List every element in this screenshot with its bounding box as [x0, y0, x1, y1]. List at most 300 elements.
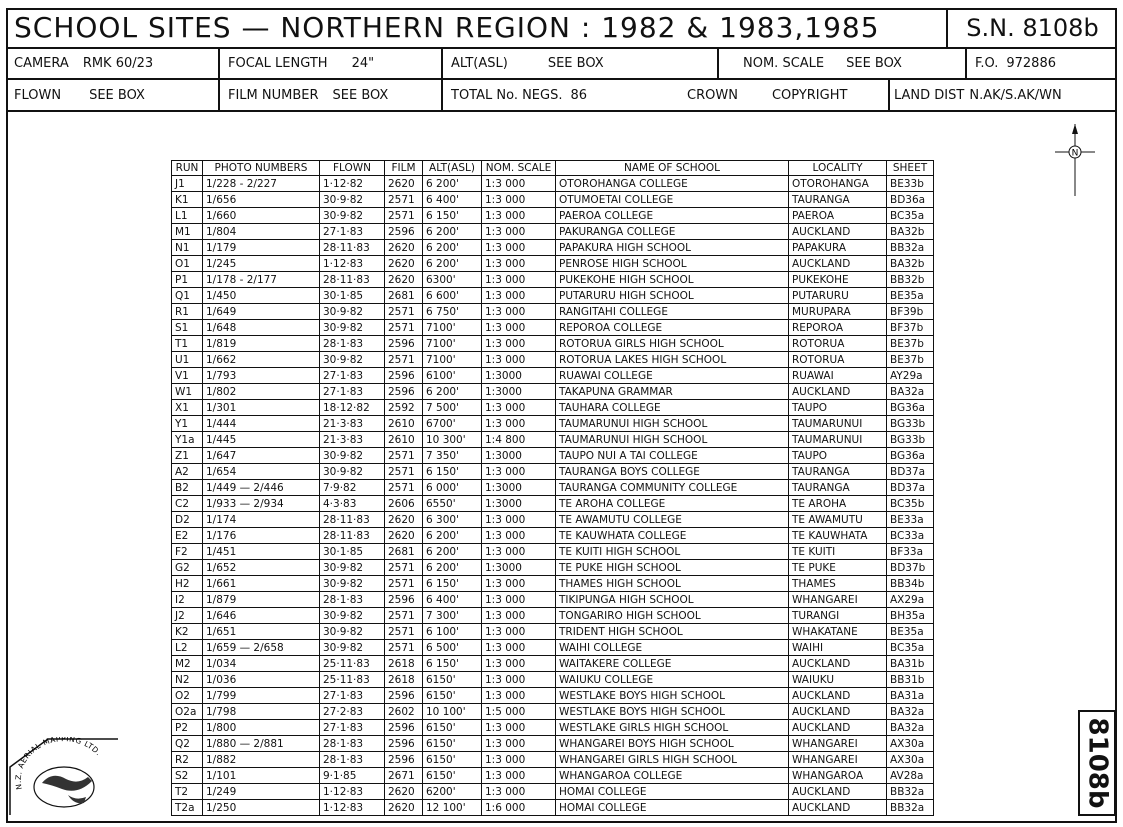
- cell-flown: 30·9·82: [320, 304, 385, 320]
- cell-school-name: WAIUKU COLLEGE: [556, 672, 789, 688]
- cell-sheet: BB31b: [887, 672, 934, 688]
- table-row: [172, 560, 934, 576]
- table-row: [172, 304, 934, 320]
- cell-school-name: WESTLAKE BOYS HIGH SCHOOL: [556, 704, 789, 720]
- table-row: [172, 272, 934, 288]
- film-number-value: SEE BOX: [332, 87, 389, 103]
- cell-flown: 30·9·82: [320, 624, 385, 640]
- cell-film: 2571: [385, 448, 423, 464]
- side-sheet-number-box: [1078, 710, 1116, 816]
- cell-nom-scale: 1:3 000: [482, 624, 556, 640]
- cell-flown: 28·1·83: [320, 592, 385, 608]
- total-negs-cell: [443, 80, 890, 110]
- cell-nom-scale: 1:3 000: [482, 192, 556, 208]
- cell-film: 2620: [385, 528, 423, 544]
- cell-run: F2: [172, 544, 203, 560]
- cell-school-name: PAKURANGA COLLEGE: [556, 224, 789, 240]
- col-altitude: ALT(ASL): [423, 161, 482, 176]
- cell-nom-scale: 1:5 000: [482, 704, 556, 720]
- cell-altitude: 6150': [423, 688, 482, 704]
- focal-length-cell: [220, 49, 443, 78]
- cell-flown: 21·3·83: [320, 432, 385, 448]
- cell-nom-scale: 1:3 000: [482, 288, 556, 304]
- cell-nom-scale: 1:3 000: [482, 336, 556, 352]
- cell-photo-numbers: 1/802: [203, 384, 320, 400]
- cell-flown: 1·12·83: [320, 256, 385, 272]
- cell-sheet: BE33a: [887, 512, 934, 528]
- cell-run: K2: [172, 624, 203, 640]
- table-row: [172, 624, 934, 640]
- table-row: [172, 432, 934, 448]
- table-row: [172, 400, 934, 416]
- cell-run: T2a: [172, 800, 203, 816]
- cell-film: 2620: [385, 240, 423, 256]
- cell-film: 2602: [385, 704, 423, 720]
- cell-altitude: 6 500': [423, 640, 482, 656]
- cell-photo-numbers: 1/651: [203, 624, 320, 640]
- cell-photo-numbers: 1/249: [203, 784, 320, 800]
- cell-run: V1: [172, 368, 203, 384]
- flown-value: SEE BOX: [89, 87, 145, 103]
- table-row: [172, 288, 934, 304]
- cell-flown: 30·9·82: [320, 448, 385, 464]
- cell-sheet: BE35a: [887, 624, 934, 640]
- cell-nom-scale: 1:3 000: [482, 688, 556, 704]
- cell-photo-numbers: 1/445: [203, 432, 320, 448]
- cell-film: 2620: [385, 784, 423, 800]
- cell-nom-scale: 1:3 000: [482, 256, 556, 272]
- cell-locality: THAMES: [789, 576, 887, 592]
- cell-altitude: 6 200': [423, 560, 482, 576]
- cell-photo-numbers: 1/176: [203, 528, 320, 544]
- cell-run: L1: [172, 208, 203, 224]
- cell-film: 2610: [385, 416, 423, 432]
- cell-photo-numbers: 1/880 — 2/881: [203, 736, 320, 752]
- total-negs-label: TOTAL No. NEGS.: [451, 87, 563, 103]
- cell-sheet: BF33a: [887, 544, 934, 560]
- table-row: [172, 704, 934, 720]
- cell-altitude: 6 150': [423, 464, 482, 480]
- cell-sheet: AX30a: [887, 752, 934, 768]
- cell-sheet: BB34b: [887, 576, 934, 592]
- land-district-value: N.AK/S.AK/WN: [969, 87, 1062, 103]
- cell-photo-numbers: 1/178 - 2/177: [203, 272, 320, 288]
- cell-film: 2596: [385, 224, 423, 240]
- cell-sheet: BH35a: [887, 608, 934, 624]
- sheet-title: SCHOOL SITES — NORTHERN REGION : 1982 & 1983,1985: [6, 8, 948, 47]
- cell-nom-scale: 1:3000: [482, 368, 556, 384]
- cell-flown: 27·2·83: [320, 704, 385, 720]
- cell-film: 2571: [385, 208, 423, 224]
- cell-run: H2: [172, 576, 203, 592]
- cell-locality: AUCKLAND: [789, 384, 887, 400]
- cell-school-name: REPOROA COLLEGE: [556, 320, 789, 336]
- cell-flown: 30·1·85: [320, 288, 385, 304]
- cell-locality: REPOROA: [789, 320, 887, 336]
- cell-locality: TE KUITI: [789, 544, 887, 560]
- table-row: [172, 800, 934, 816]
- cell-photo-numbers: 1/819: [203, 336, 320, 352]
- cell-school-name: TAURANGA COMMUNITY COLLEGE: [556, 480, 789, 496]
- cell-school-name: WHANGAREI BOYS HIGH SCHOOL: [556, 736, 789, 752]
- cell-altitude: 6150': [423, 672, 482, 688]
- cell-sheet: BA31b: [887, 656, 934, 672]
- cell-sheet: BC35a: [887, 640, 934, 656]
- cell-film: 2596: [385, 368, 423, 384]
- cell-altitude: 6700': [423, 416, 482, 432]
- school-sites-table: [171, 160, 934, 816]
- cell-run: N1: [172, 240, 203, 256]
- cell-nom-scale: 1:3 000: [482, 416, 556, 432]
- cell-locality: AUCKLAND: [789, 800, 887, 816]
- cell-sheet: AX29a: [887, 592, 934, 608]
- cell-film: 2671: [385, 768, 423, 784]
- cell-altitude: 6 400': [423, 592, 482, 608]
- col-school-name: NAME OF SCHOOL: [556, 161, 789, 176]
- cell-altitude: 6 200': [423, 176, 482, 192]
- cell-school-name: TE AROHA COLLEGE: [556, 496, 789, 512]
- cell-photo-numbers: 1/662: [203, 352, 320, 368]
- cell-run: X1: [172, 400, 203, 416]
- land-district-label: LAND DIST: [894, 87, 965, 103]
- cell-locality: TE PUKE: [789, 560, 887, 576]
- cell-locality: ROTORUA: [789, 336, 887, 352]
- cell-altitude: 6 200': [423, 240, 482, 256]
- table-row: [172, 256, 934, 272]
- cell-sheet: BG33b: [887, 416, 934, 432]
- cell-photo-numbers: 1/250: [203, 800, 320, 816]
- cell-altitude: 6 200': [423, 544, 482, 560]
- cell-school-name: WHANGAROA COLLEGE: [556, 768, 789, 784]
- cell-run: C2: [172, 496, 203, 512]
- table-row: [172, 768, 934, 784]
- cell-photo-numbers: 1/647: [203, 448, 320, 464]
- cell-photo-numbers: 1/245: [203, 256, 320, 272]
- fo-cell: [967, 49, 1117, 78]
- table-row: [172, 512, 934, 528]
- table-row: [172, 320, 934, 336]
- table-row: [172, 784, 934, 800]
- cell-run: O1: [172, 256, 203, 272]
- cell-film: 2596: [385, 384, 423, 400]
- cell-nom-scale: 1:3 000: [482, 320, 556, 336]
- total-negs-value: 86: [570, 87, 588, 103]
- cell-altitude: 6 150': [423, 576, 482, 592]
- cell-film: 2571: [385, 480, 423, 496]
- cell-run: N2: [172, 672, 203, 688]
- cell-flown: 28·1·83: [320, 336, 385, 352]
- cell-film: 2571: [385, 464, 423, 480]
- cell-locality: TURANGI: [789, 608, 887, 624]
- cell-locality: TE AROHA: [789, 496, 887, 512]
- cell-photo-numbers: 1/648: [203, 320, 320, 336]
- cell-locality: TE KAUWHATA: [789, 528, 887, 544]
- cell-altitude: 6 150': [423, 208, 482, 224]
- cell-flown: 27·1·83: [320, 368, 385, 384]
- cell-run: M1: [172, 224, 203, 240]
- cell-sheet: AV28a: [887, 768, 934, 784]
- cell-school-name: WAIHI COLLEGE: [556, 640, 789, 656]
- cell-school-name: PENROSE HIGH SCHOOL: [556, 256, 789, 272]
- cell-film: 2596: [385, 720, 423, 736]
- aerial-mapping-logo-icon: [8, 737, 118, 815]
- cell-locality: TAUPO: [789, 448, 887, 464]
- cell-nom-scale: 1:3000: [482, 480, 556, 496]
- logo-text: N.Z. AERIAL MAPPING LTD.: [13, 737, 104, 791]
- land-district-cell: [890, 80, 1117, 110]
- cell-locality: RUAWAI: [789, 368, 887, 384]
- cell-flown: 30·9·82: [320, 192, 385, 208]
- cell-locality: WAIHI: [789, 640, 887, 656]
- col-photo-numbers: PHOTO NUMBERS: [203, 161, 320, 176]
- cell-photo-numbers: 1/646: [203, 608, 320, 624]
- cell-school-name: TRIDENT HIGH SCHOOL: [556, 624, 789, 640]
- cell-nom-scale: 1:3 000: [482, 576, 556, 592]
- cell-school-name: TAUPO NUI A TAI COLLEGE: [556, 448, 789, 464]
- cell-locality: TAURANGA: [789, 192, 887, 208]
- table-row: [172, 352, 934, 368]
- cell-flown: 30·9·82: [320, 608, 385, 624]
- cell-nom-scale: 1:3 000: [482, 224, 556, 240]
- cell-nom-scale: 1:3 000: [482, 176, 556, 192]
- table-row: [172, 752, 934, 768]
- cell-school-name: TAUMARUNUI HIGH SCHOOL: [556, 416, 789, 432]
- cell-flown: 1·12·83: [320, 800, 385, 816]
- cell-altitude: 10 300': [423, 432, 482, 448]
- cell-sheet: BD37b: [887, 560, 934, 576]
- cell-film: 2571: [385, 304, 423, 320]
- cell-flown: 4·3·83: [320, 496, 385, 512]
- cell-school-name: WESTLAKE BOYS HIGH SCHOOL: [556, 688, 789, 704]
- cell-nom-scale: 1:4 800: [482, 432, 556, 448]
- cell-film: 2571: [385, 640, 423, 656]
- cell-film: 2610: [385, 432, 423, 448]
- cell-flown: 18·12·82: [320, 400, 385, 416]
- cell-locality: WHANGAREI: [789, 736, 887, 752]
- cell-locality: TAUMARUNUI: [789, 432, 887, 448]
- cell-school-name: TIKIPUNGA HIGH SCHOOL: [556, 592, 789, 608]
- cell-altitude: 6200': [423, 784, 482, 800]
- cell-altitude: 6 200': [423, 224, 482, 240]
- cell-run: Z1: [172, 448, 203, 464]
- cell-film: 2571: [385, 608, 423, 624]
- cell-run: Y1: [172, 416, 203, 432]
- nom-scale-cell: [719, 49, 967, 78]
- cell-altitude: 7100': [423, 320, 482, 336]
- cell-school-name: TAURANGA BOYS COLLEGE: [556, 464, 789, 480]
- cell-sheet: BE37b: [887, 352, 934, 368]
- table-row: [172, 720, 934, 736]
- cell-altitude: 6 200': [423, 256, 482, 272]
- cell-altitude: 10 100': [423, 704, 482, 720]
- cell-photo-numbers: 1/449 — 2/446: [203, 480, 320, 496]
- cell-run: J1: [172, 176, 203, 192]
- cell-sheet: BA32b: [887, 256, 934, 272]
- cell-flown: 7·9·82: [320, 480, 385, 496]
- cell-nom-scale: 1:3 000: [482, 656, 556, 672]
- table-row: [172, 736, 934, 752]
- table-row: [172, 528, 934, 544]
- cell-locality: OTOROHANGA: [789, 176, 887, 192]
- cell-flown: 1·12·83: [320, 784, 385, 800]
- nom-scale-label: NOM. SCALE: [743, 56, 825, 71]
- cell-nom-scale: 1:3000: [482, 384, 556, 400]
- cell-run: T2: [172, 784, 203, 800]
- focal-length-label: FOCAL LENGTH: [228, 56, 328, 71]
- cell-flown: 30·9·82: [320, 560, 385, 576]
- cell-photo-numbers: 1/450: [203, 288, 320, 304]
- cell-film: 2596: [385, 736, 423, 752]
- cell-photo-numbers: 1/652: [203, 560, 320, 576]
- table-row: [172, 416, 934, 432]
- cell-nom-scale: 1:3 000: [482, 304, 556, 320]
- cell-run: M2: [172, 656, 203, 672]
- cell-altitude: 12 100': [423, 800, 482, 816]
- cell-altitude: 6150': [423, 752, 482, 768]
- cell-nom-scale: 1:3 000: [482, 272, 556, 288]
- cell-locality: AUCKLAND: [789, 688, 887, 704]
- cell-school-name: RUAWAI COLLEGE: [556, 368, 789, 384]
- cell-film: 2620: [385, 272, 423, 288]
- col-nom-scale: NOM. SCALE: [482, 161, 556, 176]
- cell-locality: PAPAKURA: [789, 240, 887, 256]
- cell-flown: 27·1·83: [320, 720, 385, 736]
- cell-flown: 30·9·82: [320, 352, 385, 368]
- table-row: [172, 176, 934, 192]
- table-row: [172, 448, 934, 464]
- cell-nom-scale: 1:3 000: [482, 720, 556, 736]
- table-row: [172, 640, 934, 656]
- info-row-camera: [6, 49, 1117, 80]
- cell-school-name: OTOROHANGA COLLEGE: [556, 176, 789, 192]
- col-film: FILM: [385, 161, 423, 176]
- cell-flown: 30·9·82: [320, 208, 385, 224]
- cell-photo-numbers: 1/649: [203, 304, 320, 320]
- cell-sheet: BA32b: [887, 224, 934, 240]
- cell-school-name: TE PUKE HIGH SCHOOL: [556, 560, 789, 576]
- cell-school-name: WAITAKERE COLLEGE: [556, 656, 789, 672]
- cell-film: 2681: [385, 544, 423, 560]
- cell-flown: 28·1·83: [320, 752, 385, 768]
- cell-nom-scale: 1:3 000: [482, 544, 556, 560]
- cell-photo-numbers: 1/798: [203, 704, 320, 720]
- cell-school-name: TAUMARUNUI HIGH SCHOOL: [556, 432, 789, 448]
- cell-nom-scale: 1:3 000: [482, 608, 556, 624]
- cell-photo-numbers: 1/451: [203, 544, 320, 560]
- cell-altitude: 6550': [423, 496, 482, 512]
- cell-locality: PUTARURU: [789, 288, 887, 304]
- cell-sheet: BD37a: [887, 480, 934, 496]
- cell-film: 2571: [385, 352, 423, 368]
- cell-film: 2571: [385, 192, 423, 208]
- cell-school-name: WHANGAREI GIRLS HIGH SCHOOL: [556, 752, 789, 768]
- cell-school-name: TE KAUWHATA COLLEGE: [556, 528, 789, 544]
- cell-sheet: BG33b: [887, 432, 934, 448]
- table-row: [172, 192, 934, 208]
- copyright-label: COPYRIGHT: [771, 87, 848, 103]
- cell-locality: PUKEKOHE: [789, 272, 887, 288]
- cell-sheet: BA31a: [887, 688, 934, 704]
- cell-locality: WHANGAREI: [789, 592, 887, 608]
- cell-altitude: 7100': [423, 352, 482, 368]
- cell-nom-scale: 1:3 000: [482, 464, 556, 480]
- cell-flown: 25·11·83: [320, 672, 385, 688]
- cell-nom-scale: 1:3 000: [482, 736, 556, 752]
- north-letter: N: [1071, 148, 1079, 159]
- cell-run: T1: [172, 336, 203, 352]
- cell-sheet: BE35a: [887, 288, 934, 304]
- cell-flown: 30·9·82: [320, 320, 385, 336]
- cell-sheet: BA32a: [887, 384, 934, 400]
- cell-sheet: BB32b: [887, 272, 934, 288]
- altitude-label: ALT(ASL): [451, 56, 508, 71]
- cell-film: 2596: [385, 592, 423, 608]
- cell-film: 2596: [385, 336, 423, 352]
- cell-locality: WAIUKU: [789, 672, 887, 688]
- cell-nom-scale: 1:3 000: [482, 768, 556, 784]
- cell-film: 2596: [385, 688, 423, 704]
- cell-run: O2: [172, 688, 203, 704]
- cell-locality: TAURANGA: [789, 464, 887, 480]
- cell-locality: AUCKLAND: [789, 256, 887, 272]
- cell-sheet: BF37b: [887, 320, 934, 336]
- side-sheet-number: 8108b: [1082, 717, 1113, 809]
- cell-film: 2571: [385, 560, 423, 576]
- cell-run: E2: [172, 528, 203, 544]
- cell-nom-scale: 1:3 000: [482, 640, 556, 656]
- cell-school-name: ROTORUA GIRLS HIGH SCHOOL: [556, 336, 789, 352]
- cell-altitude: 7100': [423, 336, 482, 352]
- cell-sheet: BA32a: [887, 704, 934, 720]
- cell-locality: AUCKLAND: [789, 656, 887, 672]
- table-row: [172, 368, 934, 384]
- cell-photo-numbers: 1/179: [203, 240, 320, 256]
- cell-run: R2: [172, 752, 203, 768]
- cell-run: B2: [172, 480, 203, 496]
- cell-run: I2: [172, 592, 203, 608]
- cell-sheet: BA32a: [887, 720, 934, 736]
- fo-value: 972886: [1006, 56, 1056, 71]
- cell-locality: MURUPARA: [789, 304, 887, 320]
- cell-nom-scale: 1:3000: [482, 560, 556, 576]
- cell-nom-scale: 1:3 000: [482, 592, 556, 608]
- cell-run: J2: [172, 608, 203, 624]
- cell-photo-numbers: 1/804: [203, 224, 320, 240]
- cell-school-name: TAKAPUNA GRAMMAR: [556, 384, 789, 400]
- table-row: [172, 384, 934, 400]
- cell-run: L2: [172, 640, 203, 656]
- crown-label: CROWN: [687, 87, 738, 103]
- cell-photo-numbers: 1/660: [203, 208, 320, 224]
- film-number-label: FILM NUMBER: [228, 87, 319, 103]
- cell-sheet: BD36a: [887, 192, 934, 208]
- col-locality: LOCALITY: [789, 161, 887, 176]
- cell-sheet: BG36a: [887, 400, 934, 416]
- cell-school-name: RANGITAHI COLLEGE: [556, 304, 789, 320]
- cell-altitude: 6150': [423, 720, 482, 736]
- cell-run: U1: [172, 352, 203, 368]
- table-row: [172, 576, 934, 592]
- cell-nom-scale: 1:3 000: [482, 752, 556, 768]
- cell-flown: 30·1·85: [320, 544, 385, 560]
- nom-scale-value: SEE BOX: [846, 56, 902, 71]
- cell-photo-numbers: 1/661: [203, 576, 320, 592]
- cell-run: W1: [172, 384, 203, 400]
- cell-altitude: 6300': [423, 272, 482, 288]
- cell-run: D2: [172, 512, 203, 528]
- cell-flown: 1·12·82: [320, 176, 385, 192]
- cell-flown: 28·1·83: [320, 736, 385, 752]
